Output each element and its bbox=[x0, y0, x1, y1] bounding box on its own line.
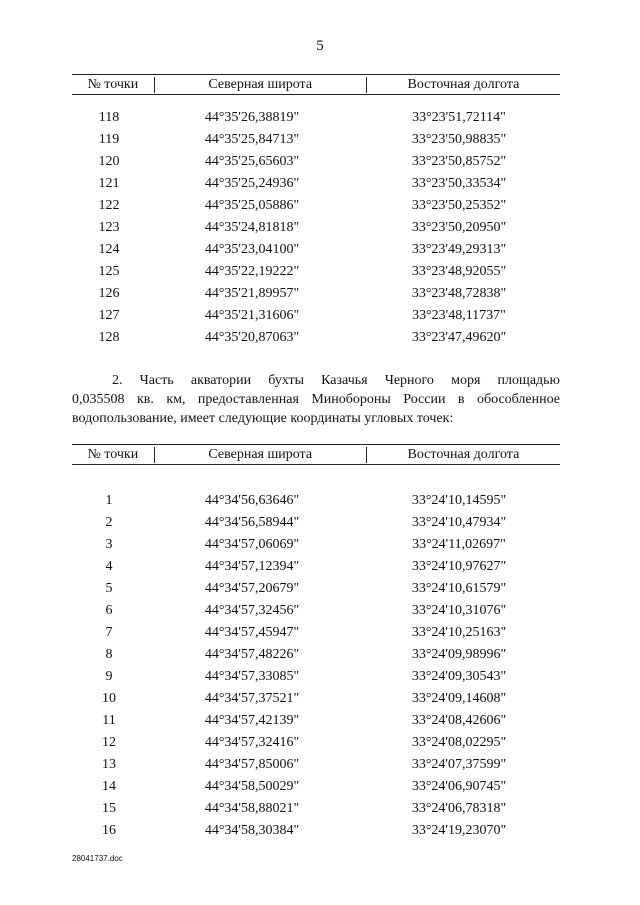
latitude-cell: 44°35'25,65603" bbox=[204, 154, 300, 169]
point-number-cell: 13 bbox=[102, 757, 116, 772]
latitude-cell: 44°34'57,32456" bbox=[204, 603, 300, 618]
latitude-cell: 44°34'57,45947" bbox=[204, 625, 300, 640]
longitude-cell: 33°24'09,98996" bbox=[411, 647, 507, 662]
table-row bbox=[72, 490, 560, 512]
column-header-number: № точки bbox=[72, 77, 155, 93]
point-number-cell: 15 bbox=[102, 801, 116, 816]
coordinates-table-1 bbox=[72, 74, 560, 349]
longitude-cell: 33°23'50,20950" bbox=[411, 220, 507, 235]
table-row bbox=[72, 820, 560, 842]
longitude-cell: 33°23'50,25352" bbox=[411, 198, 507, 213]
latitude-cell: 44°35'24,81818" bbox=[204, 220, 300, 235]
point-number-cell: 127 bbox=[98, 308, 120, 323]
table-row bbox=[72, 173, 560, 195]
table-row bbox=[72, 600, 560, 622]
table-row bbox=[72, 798, 560, 820]
point-number-cell: 11 bbox=[102, 713, 116, 728]
point-number-cell: 118 bbox=[98, 110, 120, 125]
table-row bbox=[72, 644, 560, 666]
longitude-cell: 33°24'08,02295" bbox=[411, 735, 507, 750]
table-row bbox=[72, 710, 560, 732]
point-number-cell: 122 bbox=[98, 198, 120, 213]
longitude-cell: 33°23'48,92055" bbox=[411, 264, 507, 279]
latitude-cell: 44°34'57,12394" bbox=[204, 559, 300, 574]
table-header bbox=[72, 444, 560, 465]
paragraph-line-3: водопользование, имеет следующие координаты угловых точек: bbox=[72, 411, 454, 426]
point-number-cell: 121 bbox=[98, 176, 120, 191]
table-row bbox=[72, 151, 560, 173]
table-row bbox=[72, 732, 560, 754]
table-row bbox=[72, 239, 560, 261]
table-row bbox=[72, 195, 560, 217]
longitude-cell: 33°23'48,72838" bbox=[411, 286, 507, 301]
longitude-cell: 33°24'09,14608" bbox=[411, 691, 507, 706]
paragraph-line-2: 0,035508 кв. км, предоставленная Минобороны России в обособленное bbox=[72, 392, 560, 407]
latitude-cell: 44°34'57,33085" bbox=[204, 669, 300, 684]
point-number-cell: 8 bbox=[105, 647, 113, 662]
latitude-cell: 44°34'56,58944" bbox=[204, 515, 300, 530]
point-number-cell: 125 bbox=[98, 264, 120, 279]
latitude-cell: 44°34'58,50029" bbox=[204, 779, 300, 794]
table-row bbox=[72, 754, 560, 776]
latitude-cell: 44°34'58,88021" bbox=[204, 801, 300, 816]
longitude-cell: 33°23'51,72114" bbox=[412, 110, 506, 125]
latitude-cell: 44°35'21,31606" bbox=[204, 308, 300, 323]
table-row bbox=[72, 622, 560, 644]
section-paragraph bbox=[72, 371, 560, 428]
column-header-longitude: Восточная долгота bbox=[407, 76, 520, 92]
table-row bbox=[72, 283, 560, 305]
column-header-number: № точки bbox=[72, 447, 155, 463]
point-number-cell: 10 bbox=[102, 691, 116, 706]
longitude-cell: 33°24'10,61579" bbox=[411, 581, 507, 596]
table-row bbox=[72, 327, 560, 349]
point-number-cell: 128 bbox=[98, 330, 120, 345]
longitude-cell: 33°24'11,02697" bbox=[412, 537, 506, 552]
table-row bbox=[72, 556, 560, 578]
point-number-cell: 1 bbox=[105, 493, 113, 508]
latitude-cell: 44°35'23,04100" bbox=[204, 242, 300, 257]
column-header-longitude: Восточная долгота bbox=[407, 446, 520, 462]
point-number-cell: 5 bbox=[105, 581, 113, 596]
latitude-cell: 44°34'57,37521" bbox=[204, 691, 300, 706]
longitude-cell: 33°24'10,47934" bbox=[411, 515, 507, 530]
latitude-cell: 44°35'20,87063" bbox=[204, 330, 300, 345]
latitude-cell: 44°34'57,32416" bbox=[204, 735, 300, 750]
longitude-cell: 33°23'48,11737" bbox=[412, 308, 506, 323]
point-number-cell: 2 bbox=[105, 515, 113, 530]
point-number-cell: 14 bbox=[102, 779, 116, 794]
longitude-cell: 33°23'50,33534" bbox=[411, 176, 507, 191]
table-row bbox=[72, 666, 560, 688]
table-row bbox=[72, 512, 560, 534]
latitude-cell: 44°35'25,84713" bbox=[204, 132, 300, 147]
longitude-cell: 33°24'10,31076" bbox=[411, 603, 507, 618]
latitude-cell: 44°34'56,63646" bbox=[204, 493, 300, 508]
point-number-cell: 16 bbox=[102, 823, 116, 838]
table-row bbox=[72, 261, 560, 283]
latitude-cell: 44°34'57,20679" bbox=[204, 581, 300, 596]
latitude-cell: 44°34'57,48226" bbox=[204, 647, 300, 662]
point-number-cell: 4 bbox=[105, 559, 113, 574]
point-number-cell: 3 bbox=[105, 537, 113, 552]
table-row bbox=[72, 578, 560, 600]
point-number-cell: 123 bbox=[98, 220, 120, 235]
point-number-cell: 6 bbox=[105, 603, 113, 618]
point-number-cell: 7 bbox=[105, 625, 113, 640]
table-row bbox=[72, 534, 560, 556]
table-row bbox=[72, 107, 560, 129]
latitude-cell: 44°34'57,85006" bbox=[204, 757, 300, 772]
longitude-cell: 33°23'50,85752" bbox=[411, 154, 507, 169]
table-body bbox=[72, 107, 560, 349]
paragraph-line-1: 2. Часть акватории бухты Казачья Черного моря площадью bbox=[112, 373, 560, 388]
coordinates-table-2 bbox=[72, 444, 560, 842]
table-header bbox=[72, 74, 560, 95]
point-number-cell: 124 bbox=[98, 242, 120, 257]
longitude-cell: 33°24'07,37599" bbox=[411, 757, 507, 772]
longitude-cell: 33°24'09,30543" bbox=[411, 669, 507, 684]
table-row bbox=[72, 305, 560, 327]
table-row bbox=[72, 688, 560, 710]
latitude-cell: 44°34'58,30384" bbox=[204, 823, 300, 838]
point-number-cell: 126 bbox=[98, 286, 120, 301]
latitude-cell: 44°35'21,89957" bbox=[204, 286, 300, 301]
longitude-cell: 33°23'50,98835" bbox=[411, 132, 507, 147]
longitude-cell: 33°23'47,49620" bbox=[411, 330, 507, 345]
longitude-cell: 33°23'49,29313" bbox=[411, 242, 507, 257]
table-body bbox=[72, 490, 560, 842]
table-row bbox=[72, 217, 560, 239]
point-number-cell: 12 bbox=[102, 735, 116, 750]
latitude-cell: 44°34'57,06069" bbox=[204, 537, 300, 552]
longitude-cell: 33°24'10,25163" bbox=[411, 625, 507, 640]
longitude-cell: 33°24'06,90745" bbox=[411, 779, 507, 794]
longitude-cell: 33°24'19,23070" bbox=[411, 823, 507, 838]
longitude-cell: 33°24'10,97627" bbox=[411, 559, 507, 574]
column-header-latitude: Северная широта bbox=[155, 77, 367, 93]
point-number-cell: 120 bbox=[98, 154, 120, 169]
document-filename: 28041737.doc bbox=[72, 854, 123, 863]
latitude-cell: 44°34'57,42139" bbox=[204, 713, 300, 728]
column-header-latitude: Северная широта bbox=[155, 447, 367, 463]
page-number: 5 bbox=[316, 38, 324, 54]
latitude-cell: 44°35'26,38819" bbox=[204, 110, 300, 125]
latitude-cell: 44°35'22,19222" bbox=[204, 264, 300, 279]
longitude-cell: 33°24'10,14595" bbox=[411, 493, 507, 508]
latitude-cell: 44°35'25,05886" bbox=[204, 198, 300, 213]
table-row bbox=[72, 776, 560, 798]
longitude-cell: 33°24'06,78318" bbox=[411, 801, 507, 816]
longitude-cell: 33°24'08,42606" bbox=[411, 713, 507, 728]
point-number-cell: 119 bbox=[98, 132, 120, 147]
point-number-cell: 9 bbox=[105, 669, 113, 684]
latitude-cell: 44°35'25,24936" bbox=[204, 176, 300, 191]
table-row bbox=[72, 129, 560, 151]
